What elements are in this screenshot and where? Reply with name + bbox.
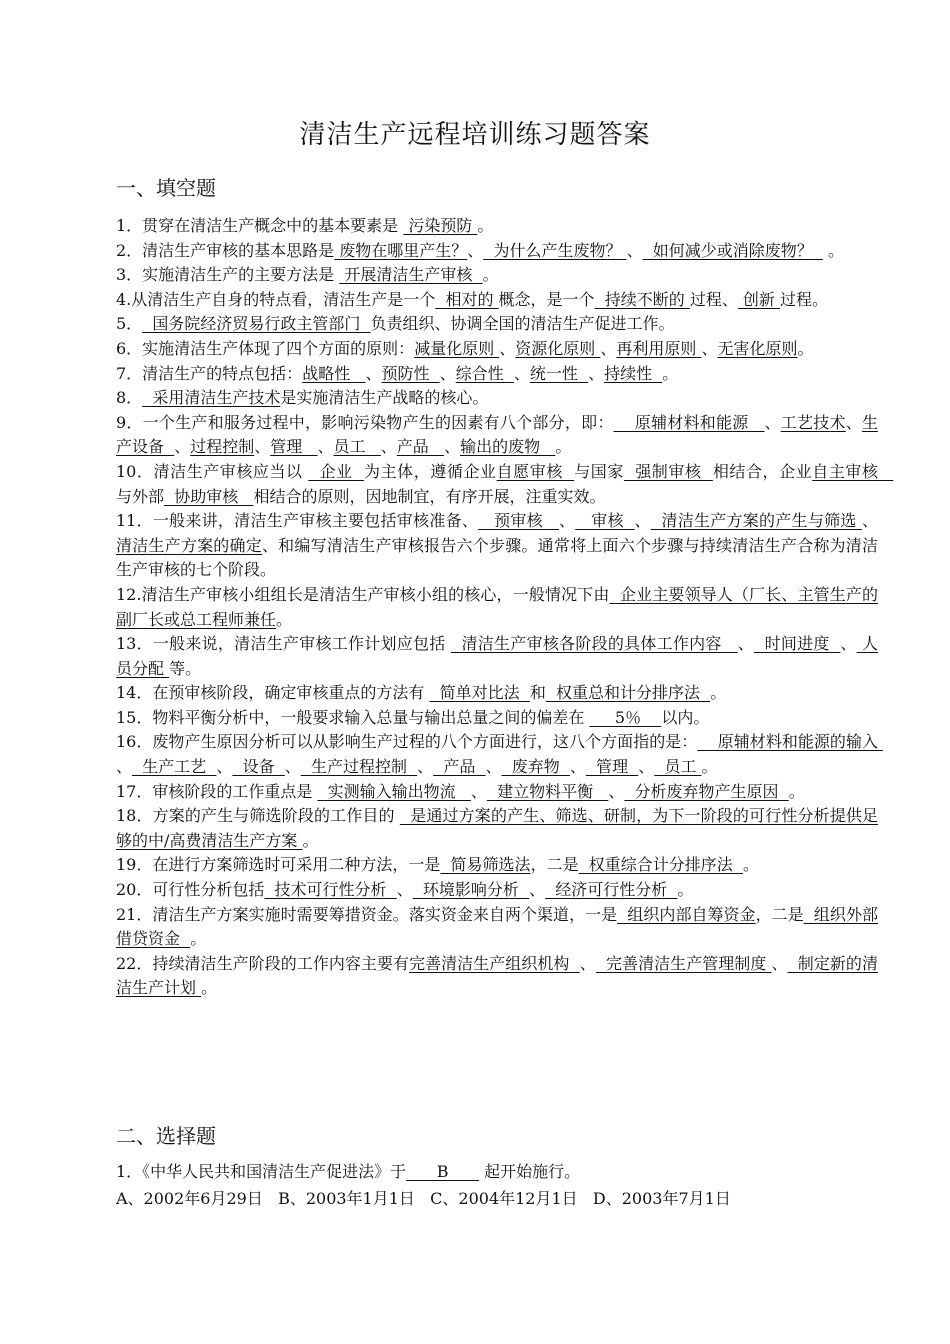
question-text: 。 (701, 757, 718, 777)
question-text: 5． (116, 314, 143, 334)
answer-blank: 生产工艺 (132, 757, 217, 777)
question-text: 、 (569, 757, 586, 777)
answer-blank: 污染预防 (403, 216, 478, 235)
answer-blank: 简单对比法 (429, 683, 530, 703)
question-text: 、 (861, 511, 878, 531)
question-text: 2．清洁生产审核的基本思路是 (116, 240, 335, 260)
answer-blank: 资源化原则 (515, 338, 601, 358)
answer-blank: 人员分配 (116, 634, 878, 678)
answer-blank: 生产设备 (116, 412, 878, 457)
question-text: 概念，是一个 (498, 289, 595, 309)
question-item (116, 239, 878, 264)
question-item (116, 288, 878, 313)
question-text: 与国家 (574, 461, 624, 481)
question-text: 10．清洁生产审核应当以 (116, 461, 309, 481)
question-text: 、 (771, 953, 788, 973)
answer-blank: 企业主要领导人（厂长、主管生产的副厂长或总工程师兼任 (116, 584, 878, 629)
answer-blank: 实测输入输出物流 (317, 781, 471, 801)
question-text: 、 (529, 880, 546, 900)
answer-blank: 完善清洁生产组织机构 (409, 953, 580, 973)
question-item (116, 362, 878, 387)
question-item (116, 214, 878, 239)
question-text: 、 (174, 437, 191, 457)
question-text: 、 (764, 412, 781, 432)
answer-blank: 相对的 (435, 289, 499, 309)
question-text: 18．方案的产生与筛选阶段的工作目的 (116, 806, 400, 826)
question-text: 。 (201, 978, 218, 998)
answer-blank: 开展清洁生产审核 (339, 265, 483, 285)
question-text: 、 (470, 781, 487, 801)
question-text: 。 (276, 609, 293, 629)
question-item (116, 780, 878, 805)
question-text: 、 (634, 511, 651, 531)
choice-options: A、2002年6月29日 B、2003年1月1日 C、2004年12月1日 D、2003年7月1日 (116, 1189, 731, 1208)
question-text: 是实施清洁生产战略的核心。 (280, 388, 489, 408)
question-text: 、 (513, 363, 530, 383)
question-text: 、 (417, 757, 434, 777)
answer-blank: 国务院经济贸易行政主管部门 (142, 314, 371, 334)
answer-blank: 权重综合计分排序法 (578, 855, 743, 875)
answer-blank: 环境影响分析 (412, 880, 530, 900)
answer-blank: 员工 (333, 437, 381, 457)
question-item (116, 460, 894, 509)
answer-blank: 战略性 (302, 363, 366, 383)
fill-in-question-list (116, 214, 894, 1001)
question-item (116, 681, 878, 706)
question-text: 、 (588, 363, 605, 383)
answer-blank: 经济可行性分析 (545, 880, 678, 900)
question-item (116, 853, 878, 878)
question-text: 9．一个生产和服务过程中，影响污染物产生的因素有八个部分，即： (116, 412, 614, 432)
question-text: 。 (788, 781, 805, 801)
question-text: 、和编写清洁生产审核报告六个步骤。通常将上面六个步骤与持续清洁生产合称为清洁生产审核的七个阶段。 (116, 535, 878, 580)
question-text: 6．实施清洁生产体现了四个方面的原则： (116, 338, 415, 358)
answer-blank: 废弃物 (501, 757, 570, 777)
question-text: 过程、 (689, 289, 738, 309)
question-text: 4.从清洁生产自身的特点看，清洁生产是一个 (116, 289, 436, 309)
question-text: 。 (302, 830, 319, 850)
answer-blank: 组织外部借贷资金 (116, 904, 878, 949)
document-title: 清洁生产远程培训练习题答案 (299, 120, 651, 150)
question-item (116, 386, 878, 411)
question-text: 。 (822, 240, 845, 260)
question-text: 、 (485, 757, 502, 777)
question-text: 、 (254, 437, 271, 457)
answer-blank: 产品 (396, 437, 445, 457)
answer-blank: 创新 (737, 289, 781, 309)
question-text: 、 (608, 781, 625, 801)
answer-blank: 自愿审核 (496, 461, 575, 481)
question-text: 负责组织、协调全国的清洁生产促进工作。 (370, 314, 675, 334)
question-text: 7．清洁生产的特点包括： (116, 363, 303, 383)
answer-blank: 组织内部自筹资金 (617, 904, 756, 924)
question-text: 。 (677, 880, 694, 900)
question-text: 1．《中华人民共和国清洁生产促进法》于 (116, 1162, 407, 1181)
question-text: 、 (439, 363, 456, 383)
question-text: 15．物料平衡分析中，一般要求输入总量与输出总量之间的偏差在 (116, 707, 590, 727)
question-item (116, 411, 878, 460)
answer-blank: 清洁生产方案的确定 (116, 535, 262, 555)
answer-blank: 制定新的清洁生产计划 (116, 953, 878, 998)
question-text: 、 (845, 412, 862, 432)
question-text: 、 (444, 437, 461, 457)
answer-blank: 完善清洁生产管理制度 (595, 953, 772, 973)
question-text: 、 (284, 757, 301, 777)
question-item (116, 312, 878, 337)
answer-blank: 预防性 (381, 363, 440, 383)
answer-blank: 强制审核 (623, 461, 713, 481)
question-item (116, 583, 878, 632)
question-item (116, 1160, 878, 1185)
question-text: 13．一般来说，清洁生产审核工作计划应包括 (116, 634, 451, 654)
answer-blank: 员工 (654, 757, 702, 777)
answer-blank: 输出的废物 (460, 437, 556, 457)
answer-blank: 是通过方案的产生、筛选、研制，为下一阶段的可行性分析提供足够的中/高费清洁生产方案 (116, 806, 878, 850)
answer-blank: 综合性 (455, 363, 514, 383)
question-text: 。 (710, 683, 727, 703)
question-text: 、 (216, 757, 233, 777)
question-text: 、 (558, 511, 576, 531)
question-text: 、 (365, 363, 382, 383)
question-item (116, 804, 878, 853)
answer-blank: 如何减少或消除废物？ (642, 240, 823, 260)
answer-blank: 时间进度 (753, 634, 841, 654)
question-text: 22．持续清洁生产阶段的工作内容主要有 (116, 953, 410, 973)
question-text: 。 (662, 363, 679, 383)
question-text: 。 (555, 437, 572, 457)
answer-blank: 建立物料平衡 (486, 781, 609, 801)
question-item (116, 337, 878, 362)
answer-blank: 协助审核 (164, 486, 254, 506)
answer-blank: 5％ (589, 707, 662, 727)
question-text: 21．清洁生产方案实施时需要筹措资金。落实资金来自两个渠道，一是 (116, 904, 618, 924)
answer-blank: 设备 (232, 757, 285, 777)
section-heading-multiple-choice: 二、选择题 (116, 1124, 216, 1148)
question-text: 等。 (169, 658, 202, 678)
question-text: 为主体，遵循企业 (364, 461, 497, 481)
question-text: 以内。 (661, 707, 710, 727)
answer-blank: 工艺技术 (780, 412, 846, 432)
question-text: 、 (579, 953, 596, 973)
question-item (116, 952, 878, 1001)
answer-blank: 原辅材料和能源 (613, 412, 765, 432)
answer-blank: 自主审核 (812, 461, 894, 481)
question-item (116, 632, 878, 681)
question-text: 过程。 (780, 289, 829, 309)
question-text: 1．贯穿在清洁生产概念中的基本要素是 (116, 216, 404, 235)
answer-blank: 减量化原则 (414, 338, 500, 358)
answer-blank: 持续性 (604, 363, 663, 383)
question-text: 、 (396, 880, 413, 900)
answer-blank: 清洁生产审核各阶段的具体工作内容 (450, 634, 738, 654)
answer-blank: 持续不断的 (594, 289, 690, 309)
answer-blank: 原辅材料和能源的输入 (697, 732, 884, 752)
question-text: 16．废物产生原因分析可以从影响生产过程的八个方面进行，这八个方面指的是： (116, 732, 698, 752)
answer-blank: 预审核 (478, 511, 559, 531)
question-text: ，二是 (530, 855, 579, 875)
question-item (116, 263, 878, 288)
question-text: 、 (701, 338, 718, 358)
question-text: 、 (467, 240, 484, 260)
question-text: 。 (477, 216, 494, 235)
answer-blank: 无害化原则 (717, 338, 798, 358)
question-text: 。 (190, 929, 207, 949)
question-text: 11．一般来讲，清洁生产审核主要包括审核准备、 (116, 511, 479, 531)
question-text: 12.清洁生产审核小组组长是清洁生产审核小组的核心，一般情况下由 (116, 584, 610, 604)
answer-blank: 统一性 (529, 363, 589, 383)
question-item (116, 509, 878, 583)
question-text: 、 (600, 338, 617, 358)
answer-blank: 生产过程控制 (300, 757, 418, 777)
answer-blank: 技术可行性分析 (264, 880, 397, 900)
question-text: 、 (737, 634, 754, 654)
question-text: 和 (529, 683, 546, 703)
answer-blank: 过程控制 (190, 437, 255, 457)
question-text: 14．在预审核阶段，确定审核重点的方法有 (116, 683, 430, 703)
question-text: 相结合的原则，因地制宜，有序开展，注重实效。 (253, 486, 606, 506)
question-text: 19．在进行方案筛选时可采用二种方法，一是 (116, 855, 441, 875)
section-heading-fill-in: 一、填空题 (116, 176, 216, 200)
answer-blank: 简易筛选法 (440, 855, 531, 875)
question-item (116, 878, 878, 903)
choice-question-list (116, 1160, 878, 1185)
question-text: 、 (626, 240, 643, 260)
question-item (116, 706, 878, 731)
question-text: 8． (116, 388, 143, 408)
answer-blank: 采用清洁生产技术 (142, 388, 281, 408)
answer-blank: B (406, 1162, 479, 1181)
answer-blank: 管理 (270, 437, 318, 457)
question-text: 起开始施行。 (478, 1162, 581, 1181)
question-text: 17．审核阶段的工作重点是 (116, 781, 318, 801)
question-item (116, 730, 884, 779)
answer-blank: 企业 (308, 461, 365, 481)
question-text: 。 (482, 265, 499, 285)
question-text: 、 (380, 437, 397, 457)
answer-blank: 再利用原则 (616, 338, 702, 358)
question-text: 、 (638, 757, 655, 777)
question-text: 、 (840, 634, 857, 654)
question-text: 相结合，企业 (712, 461, 813, 481)
answer-blank: 权重总和计分排序法 (545, 683, 711, 703)
question-text: 3．实施清洁生产的主要方法是 (116, 265, 340, 285)
answer-blank: 审核 (575, 511, 635, 531)
answer-blank: 管理 (585, 757, 639, 777)
question-text: 。 (797, 338, 814, 358)
question-text: 、 (317, 437, 334, 457)
answer-blank: 分析废弃物产生原因 (624, 781, 789, 801)
question-text: ，二是 (755, 904, 804, 924)
question-text: 、 (116, 757, 133, 777)
answer-blank: 废物在哪里产生？ (334, 240, 468, 260)
question-text: 20．可行性分析包括 (116, 880, 265, 900)
answer-blank: 清洁生产方案的产生与筛选 (650, 511, 862, 531)
question-item (116, 903, 878, 952)
answer-blank: 为什么产生废物？ (483, 240, 627, 260)
answer-blank: 产品 (433, 757, 486, 777)
question-text: 、 (499, 338, 516, 358)
question-text: 。 (742, 855, 759, 875)
question-text: 与外部 (116, 486, 165, 506)
